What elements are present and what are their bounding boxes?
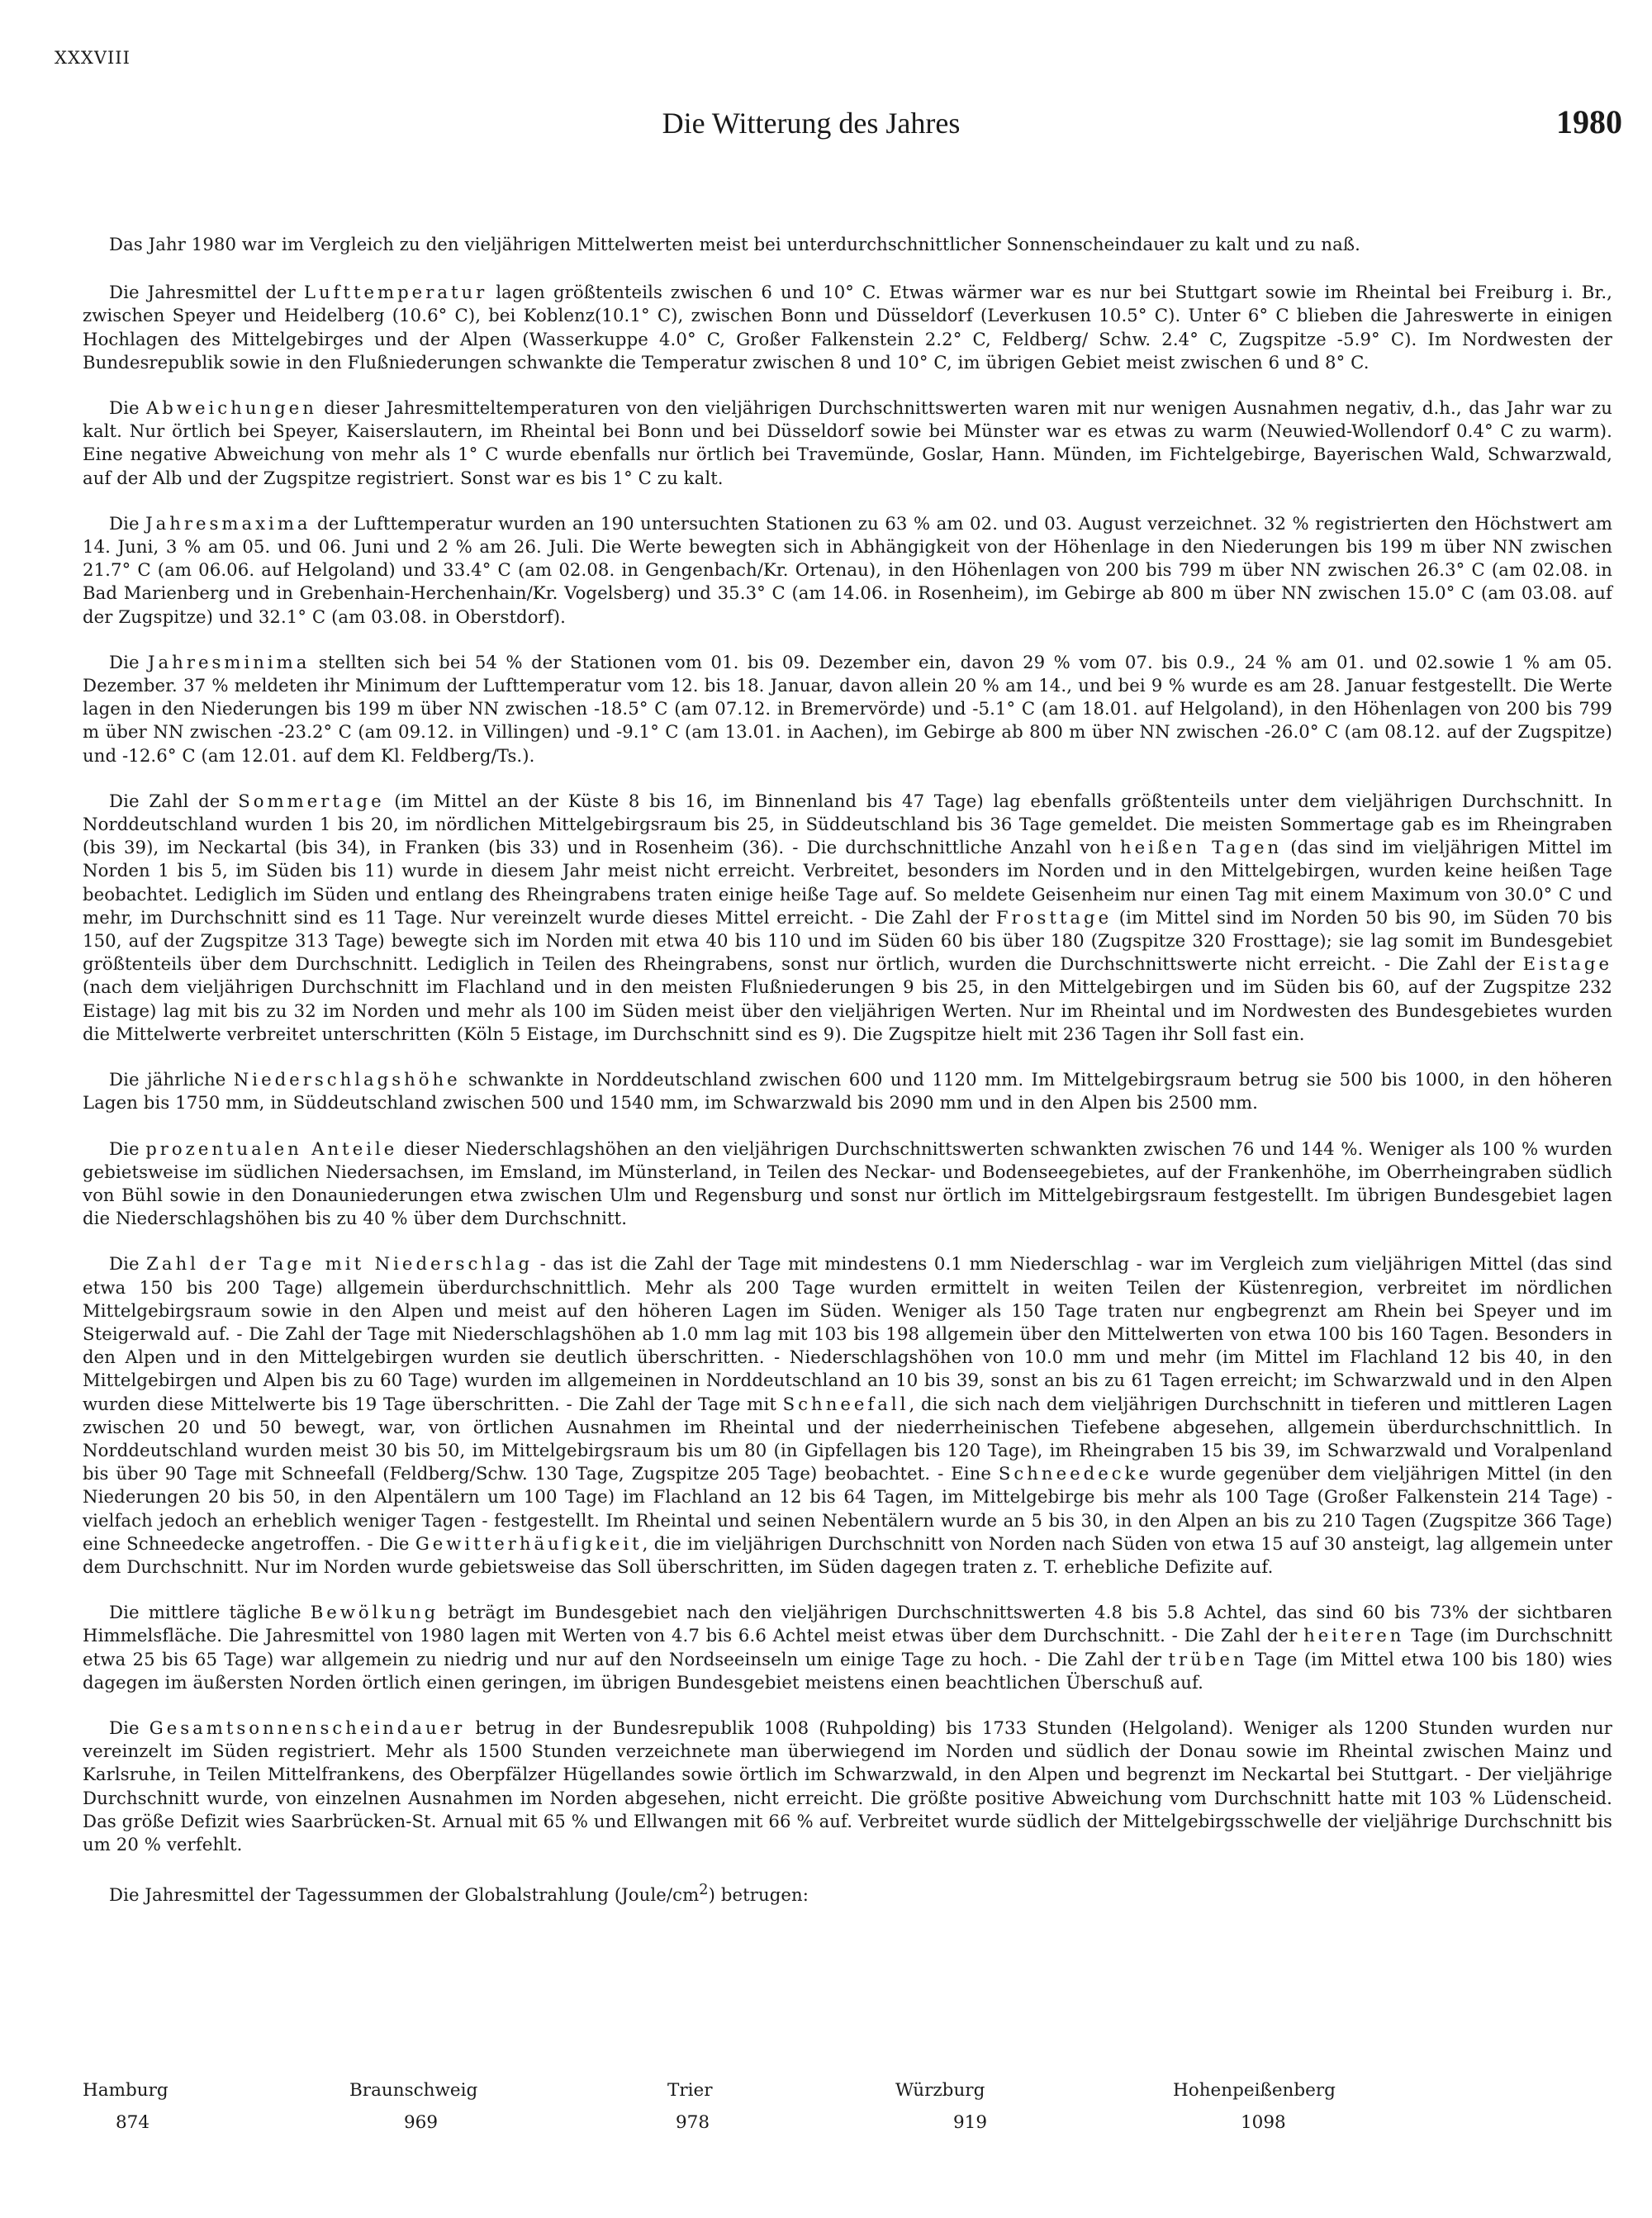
paragraph-bewoelkung: Die mittlere tägliche Bewölkung beträgt im Bundesgebiet nach den vieljährigen Durchschnittswerten 4.8 bis 5.8 Achtel, das sind 60 bis 73% der sichtbaren Himmelsfläche. Die Jahresmittel von 1980 lagen mit Werten von 4.7 bis 6.6 Achtel meist etwas über dem Durchschnitt. - Die Zahl der heiteren Tage (im Durchschnitt etwa 25 bis 65 Tage) war allgemein zu niedrig und nur auf den Nordseeinseln um einige Tage zu hoch. - Die Zahl der trüben Tage (im Mittel etwa 100 bis 180) wies dagegen im äußersten Norden örtlich einen geringen, im übrigen Bundesgebiet meistens einen beachtlichen Überschuß auf. — [83, 1602, 1612, 1693]
report-body — [83, 233, 1612, 1929]
paragraph-abweichungen: Die Abweichungen dieser Jahresmitteltemperaturen von den vieljährigen Durchschnittswerten waren mit nur wenigen Ausnahmen negativ, d.h., das Jahr war zu kalt. Nur örtlich bei Speyer, Kaiserslautern, im Rheintal bei Bonn und bei Düsseldorf sowie bei Münster war es etwas zu warm (Neuwied-Wollendorf 0.4° C zu warm). Eine negative Abweichung von mehr als 1° C wurde ebenfalls nur örtlich bei Travemünde, Goslar, Hann. Münden, im Fichtelgebirge, Bayerischen Wald, Schwarzwald, auf der Alb und der Zugspitze registriert. Sonst war es bis 1° C zu kalt. — [83, 397, 1613, 488]
station-hohenpeissenberg — [1173, 2080, 1336, 2133]
keyword-schneedecke: Schneedecke — [998, 1463, 1153, 1484]
station-value: 919 — [953, 2112, 988, 2133]
station-name: Hohenpeißenberg — [1173, 2080, 1336, 2101]
report-year: 1980 — [1556, 103, 1622, 140]
station-trier — [667, 2080, 713, 2133]
station-value: 874 — [116, 2112, 150, 2133]
keyword-abweichungen: Abweichungen — [145, 397, 317, 419]
station-name: Hamburg — [83, 2080, 169, 2101]
keyword-heisse-tage: heißen Tagen — [1120, 837, 1283, 858]
paragraph-jahresminima: Die Jahresminima stellten sich bei 54 % der Stationen vom 01. bis 09. Dezember ein, davon 29 % vom 07. bis 0.9., 24 % am 01. und 02.sowie 1 % am 05. Dezember. 37 % meldeten ihr Minimum der Lufttemperatur vom 12. bis 18. Januar, davon allein 20 % am 14., und bei 9 % wurde es am 28. Januar festgestellt. Die Werte lagen in den Niederungen bis 199 m über NN zwischen -18.5° C (am 07.12. in Bremervörde) und -5.1° C (am 18.01. auf Helgoland), in den Höhenlagen von 200 bis 799 m über NN zwischen -23.2° C (am 09.12. in Villingen) und -9.1° C (am 13.01. in Aachen), im Gebirge ab 800 m über NN zwischen -26.0° C (am 08.12. auf der Zugspitze) und -12.6° C (am 12.01. auf dem Kl. Feldberg/Ts.). — [83, 651, 1613, 766]
keyword-lufttemperatur: Lufttemperatur — [303, 282, 488, 303]
paragraph-sonnenscheindauer: Die Gesamtsonnenscheindauer betrug in der Bundesrepublik 1008 (Ruhpolding) bis 1733 Stunden (Helgoland). Weniger als 1200 Stunden wurden nur vereinzelt im Süden registriert. Mehr als 1500 Stunden verzeichnete man überwiegend im Norden und südlich der Donau sowie im Rheintal zwischen Mainz und Karlsruhe, in Teilen Mittelfrankens, des Oberpfälzer Hügellandes sowie örtlich im Schwarzwald, in den Alpen und begrenzt im Neckartal bei Stuttgart. - Der vieljährige Durchschnitt wurde, von einzelnen Ausnahmen im Norden abgesehen, nicht erreicht. Die größte positive Abweichung vom Durchschnitt hatte mit 103 % Lüdenscheid. Das größe Defizit wies Saarbrücken-St. Arnual mit 65 % und Ellwangen mit 66 % auf. Verbreitet wurde südlich der Mittelgebirgsschwelle der vieljährige Durchschnitt bis um 20 % verfehlt. — [83, 1717, 1612, 1855]
page-number: XXXVIII — [55, 48, 131, 68]
paragraph-prozentuale-anteile: Die prozentualen Anteile dieser Niederschlagshöhen an den vieljährigen Durchschnittswerten schwankten zwischen 76 und 144 %. Weniger als 100 % wurden gebietsweise im südlichen Niedersachsen, im Emsland, im Münsterland, in Teilen des Neckar- und Bodenseegebietes, auf der Frankenhöhe, im Oberrheingraben südlich von Bühl sowie in den Donauniederungen etwa zwischen Ulm und Regensburg und sonst nur örtlich im Mittelgebirgsraum festgestellt. Im übrigen Bundesgebiet lagen die Niederschlagshöhen bis zu 40 % über dem Durchschnitt. — [83, 1137, 1613, 1229]
keyword-sommertage: Sommertage — [238, 790, 385, 811]
keyword-frosttage: Frosttage — [995, 906, 1113, 928]
page-title: Die Witterung des Jahres — [662, 107, 961, 140]
keyword-heiteren: heiteren — [1303, 1625, 1405, 1646]
paragraph-globalstrahlung: Die Jahresmittel der Tagessummen der Globalstrahlung $(Joule/cm^2)$ betrugen: — [109, 1882, 809, 1906]
station-name: Braunschweig — [349, 2080, 478, 2101]
station-hamburg — [83, 2080, 169, 2133]
keyword-bewoelkung: Bewölkung — [310, 1602, 439, 1623]
paragraph-jahresmaxima: Die Jahresmaxima der Lufttemperatur wurden an 190 untersuchten Stationen zu 63 % am 02. und 03. August verzeichnet. 32 % registrierten den Höchstwert am 14. Juni, 3 % am 05. und 06. Juni und 2 % am 26. Juli. Die Werte bewegten sich in Abhängigkeit von der Höhenlage in den Niederungen bis 199 m über NN zwischen 21.7° C (am 06.06. auf Helgoland) und 33.4° C (am 02.08. in Gengenbach/Kr. Ortenau), in den Höhenlagen von 200 bis 799 m über NN zwischen 26.3° C (am 02.08. in Bad Marienberg und in Grebenhain-Herchenhain/Kr. Vogelsberg) und 35.3° C (am 14.06. in Rosenheim), im Gebirge ab 800 m über NN zwischen 15.0° C (am 03.08. auf der Zugspitze) und 32.1° C (am 03.08. in Oberstdorf). — [83, 512, 1613, 627]
station-wuerzburg — [895, 2080, 987, 2133]
paragraph-niederschlagshoehe: Die jährliche Niederschlagshöhe schwankte in Norddeutschland zwischen 600 und 1120 mm. Im Mittelgebirgsraum betrug sie 500 bis 1000, in den höheren Lagen bis 1750 mm, in Süddeutschland zwischen 500 und 1540 mm, im Schwarzwald bis 2090 mm und in den Alpen bis 2500 mm. — [83, 1069, 1612, 1114]
keyword-niederschlagshoehe: Niederschlagshöhe — [233, 1069, 461, 1090]
keyword-schneefall: Schneefall — [782, 1393, 909, 1414]
keyword-eistage: Eistage — [1522, 953, 1612, 975]
paragraph-sommertage: Die Zahl der Sommertage (im Mittel an der Küste 8 bis 16, im Binnenland bis 47 Tage) lag ebenfalls größtenteils unter dem vieljährigen Durchschnitt. In Norddeutschland wurden 1 bis 20, im nördlichen Mittelgebirgsraum bis 25, in Süddeutschland bis 36 Tage gemeldet. Die meisten Sommertage gab es im Rheingraben (bis 39), im Neckartal (bis 34), in Franken (bis 33) und in Rosenheim (36). - Die durchschnittliche Anzahl von heißen Tagen (das sind im vieljährigen Mittel im Norden 1 bis 5, im Süden bis 11) wurde in diesem Jahr meist nicht erreicht. Verbreitet, besonders im Norden und in den Mittelgebirgen, wurden keine heißen Tage beobachtet. Lediglich im Süden und entlang des Rheingrabens traten einige heiße Tage auf. So meldete Geisenheim nur einen Tag mit einem Maximum von 30.0° C und mehr, im Durchschnitt sind es 11 Tage. Nur vereinzelt wurde dieses Mittel erreicht. - Die Zahl der Frosttage (im Mittel sind im Norden 50 bis 90, im Süden 70 bis 150, auf der Zugspitze 313 Tage) bewegte sich im Norden mit etwa 40 bis 110 und im Süden 60 bis über 180 (Zugspitze 320 Frosttage); sie lag somit im Bundesgebiet größtenteils über dem Durchschnitt. Lediglich in Teilen des Rheingrabens, sonst nur örtlich, wurden die Durchschnittswerte nicht erreicht. - Die Zahl der Eistage (nach dem vieljährigen Durchschnitt im Flachland und in den meisten Flußniederungen 9 bis 25, in den Mittelgebirgen und im Süden bis 60, auf der Zugspitze 232 Eistage) lag mit bis zu 32 im Norden und mehr als 100 im Süden meist über den vieljährigen Werten. Nur im Rheintal und im Nordwesten des Bundesgebietes wurden die Mittelwerte verbreitet unterschritten (Köln 5 Eistage, im Durchschnitt sind es 9). Die Zugspitze hielt mit 236 Tagen ihr Soll fast ein. — [83, 790, 1612, 1044]
paragraph-niederschlagstage: Die Zahl der Tage mit Niederschlag - das ist die Zahl der Tage mit mindestens 0.1 mm Niederschlag - war im Vergleich zum vieljährigen Mittel (das sind etwa 150 bis 200 Tage) allgemein überdurchschnittlich. Mehr als 200 Tage wurden ermittelt in weiten Teilen der Küstenregion, verbreitet im nördlichen Mittelgebirgsraum sowie in den Alpen und meist auf den höheren Lagen im Süden. Weniger als 150 Tage traten nur engbegrenzt am Rhein bei Speyer und im Steigerwald auf. - Die Zahl der Tage mit Niederschlagshöhen ab 1.0 mm lag mit 103 bis 198 allgemein über den Mittelwerten von etwa 100 bis 160 Tagen. Besonders in den Alpen und in den Mittelgebirgen wurden sie deutlich überschritten. - Niederschlagshöhen von 10.0 mm und mehr (im Mittel im Flachland 12 bis 40, in den Mittelgebirgen und Alpen bis zu 60 Tage) wurden im allgemeinen in Norddeutschland an 10 bis 39, sonst an bis zu 61 Tagen erreicht; im Schwarzwald und in den Alpen wurden diese Mittelwerte bis 19 Tage überschritten. - Die Zahl der Tage mit Schneefall, die sich nach dem vieljährigen Durchschnitt in tieferen und mittleren Lagen zwischen 20 und 50 bewegt, war, von örtlichen Ausnahmen im Rheintal und der niederrheinischen Tiefebene abgesehen, allgemein überdurchschnittlich. In Norddeutschland wurden meist 30 bis 50, im Mittelgebirgsraum bis um 80 (in Gipfellagen bis 120 Tage), im Rheingraben 15 bis 39, im Schwarzwald und Voralpenland bis über 90 Tage mit Schneefall (Feldberg/Schw. 130 Tage, Zugspitze 205 Tage) beobachtet. - Eine Schneedecke wurde gegenüber dem vieljährigen Mittel (in den Niederungen 20 bis 50, in den Alpentälern um 100 Tage) im Flachland an 12 bis 64 Tagen, im Mittelgebirge bis mehr als 100 Tage (Großer Falkenstein 214 Tage) - vielfach jedoch an erheblich weniger Tagen - festgestellt. Im Rheintal und seinen Nebentälern wurde an 5 bis 30, in den Alpen an bis zu 210 Tagen (Zugspitze 366 Tage) eine Schneedecke angetroffen. - Die Gewitterhäufigkeit, die im vieljährigen Durchschnitt von Norden nach Süden von etwa 15 auf 30 ansteigt, lag allgemein unter dem Durchschnitt. Nur im Norden wurde gebietsweise das Soll überschritten, im Süden dagegen traten z. T. erhebliche Defizite auf. — [83, 1253, 1613, 1577]
keyword-trueben: trüben — [1168, 1648, 1248, 1669]
keyword-jahresmaxima: Jahresmaxima — [145, 512, 311, 534]
paragraph-lufttemperatur: Die Jahresmittel der Lufttemperatur lagen größtenteils zwischen 6 und 10° C. Etwas wärmer war es nur bei Stuttgart sowie im Rheintal bei Freiburg i. Br., zwischen Speyer und Heidelberg (10.6° C), bei Koblenz(10.1° C), zwischen Bonn und Düsseldorf (Leverkusen 10.5° C). Unter 6° C blieben die Jahreswerte in einigen Hochlagen des Mittelgebirges und der Alpen (Wasserkuppe 4.0° C, Großer Falkenstein 2.2° C, Feldberg/ Schw. 2.4° C, Zugspitze -5.9° C). Im Nordwesten der Bundesrepublik sowie in den Flußniederungen schwankte die Temperatur zwischen 8 und 10° C, im übrigen Gebiet meist zwischen 6 und 8° C. — [83, 282, 1612, 373]
keyword-prozentuale-anteile: prozentualen Anteile — [145, 1137, 398, 1159]
keyword-gewitterhaeufigkeit: Gewitterhäufigkeit — [415, 1532, 643, 1554]
station-name: Trier — [667, 2080, 713, 2101]
station-value: 1098 — [1241, 2112, 1286, 2133]
keyword-jahresminima: Jahresminima — [148, 651, 311, 672]
station-value: 978 — [676, 2112, 710, 2133]
station-value: 969 — [404, 2112, 439, 2133]
station-name: Würzburg — [895, 2080, 985, 2101]
keyword-gesamtsonnenscheindauer: Gesamtsonnenscheindauer — [149, 1717, 466, 1738]
paragraph-summary: Das Jahr 1980 war im Vergleich zu den vieljährigen Mittelwerten meist bei unterdurchschnittlicher Sonnenscheindauer zu kalt und zu naß. — [109, 234, 1360, 254]
station-braunschweig — [349, 2080, 477, 2133]
keyword-tage-mit-niederschlag: Zahl der Tage mit Niederschlag — [146, 1253, 534, 1275]
